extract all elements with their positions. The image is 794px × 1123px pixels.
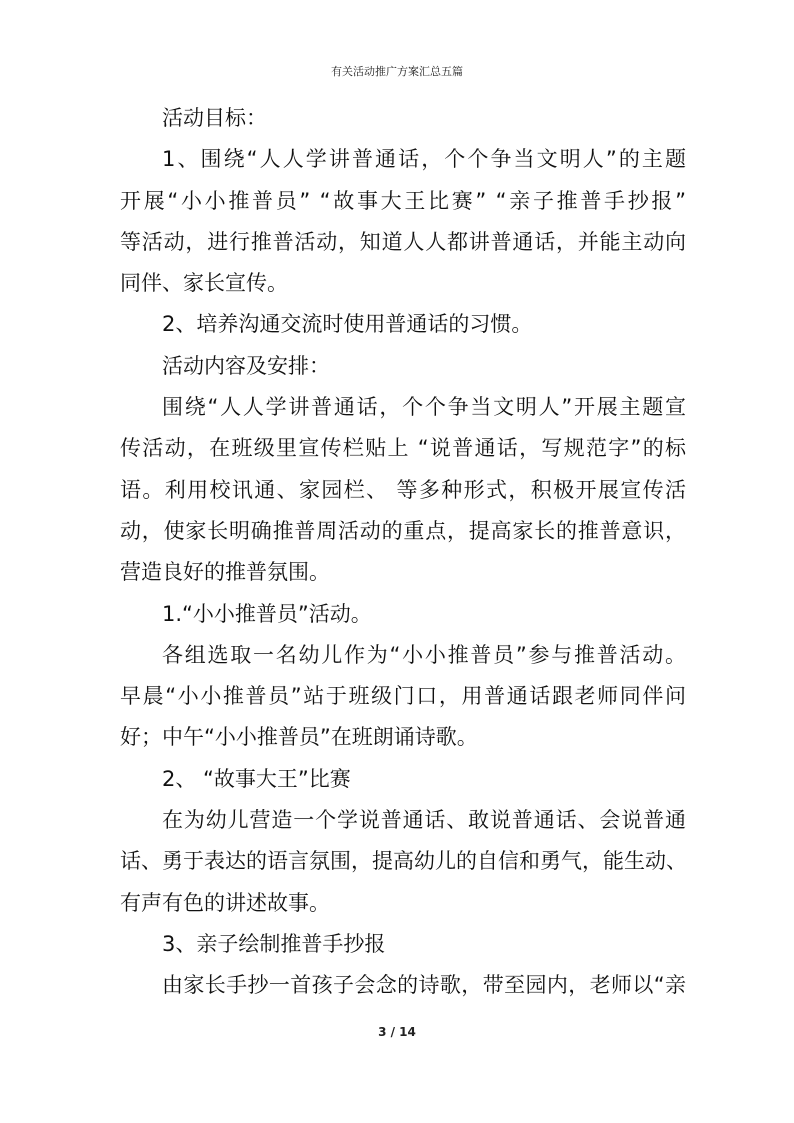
paragraph-line: 等活动，进行推普活动，知道人人都讲普通话，并能主动向 <box>120 229 686 254</box>
paragraph-line: 营造良好的推普氛围。 <box>120 560 330 585</box>
paragraph-line: 语。利用校讯通、家园栏、 等多种形式，积极开展宣传活 <box>120 477 686 502</box>
paragraph-line: 有声有色的讲述故事。 <box>120 890 330 915</box>
section-heading-goals: 活动目标： <box>162 106 267 130</box>
paragraph-line: 由家长手抄一首孩子会念的诗歌，带至园内，老师以“亲 <box>162 973 686 998</box>
paragraph-line: 同伴、家长宣传。 <box>120 271 288 296</box>
subsection-heading: 2、 “故事大王”比赛 <box>162 766 351 791</box>
paragraph-line: 1、围绕“人人学讲普通话，个个争当文明人”的主题 <box>162 147 686 172</box>
paragraph-line: 各组选取一名幼儿作为“小小推普员”参与推普活动。 <box>162 642 686 667</box>
document-body <box>120 98 686 1007</box>
paragraph-line: 话、勇于表达的语言氛围，提高幼儿的自信和勇气，能生动、 <box>120 849 687 874</box>
paragraph-line: 传活动，在班级里宣传栏贴上 “说普通话，写规范字”的标 <box>120 436 686 461</box>
page-number: 3 / 14 <box>378 1025 416 1039</box>
paragraph-line: 围绕“人人学讲普通话，个个争当文明人”开展主题宣 <box>162 395 686 420</box>
section-heading-content: 活动内容及安排： <box>162 353 330 378</box>
paragraph-line: 开展“小小推普员” “故事大王比赛” “亲子推普手抄报” <box>120 188 686 213</box>
paragraph-line: 早晨“小小推普员”站于班级门口，用普通话跟老师同伴问 <box>120 684 686 709</box>
paragraph-line: 好；中午“小小推普员”在班朗诵诗歌。 <box>120 725 478 750</box>
paragraph-line: 动，使家长明确推普周活动的重点，提高家长的推普意识， <box>120 518 686 543</box>
paragraph-line: 在为幼儿营造一个学说普通话、敢说普通话、会说普通 <box>162 808 686 833</box>
subsection-heading: 3、亲子绘制推普手抄报 <box>162 931 386 956</box>
page-header: 有关活动推广方案汇总五篇 <box>331 65 463 78</box>
paragraph-line: 2、培养沟通交流时使用普通话的习惯。 <box>162 312 533 337</box>
subsection-heading: 1.“小小推普员”活动。 <box>162 601 372 626</box>
